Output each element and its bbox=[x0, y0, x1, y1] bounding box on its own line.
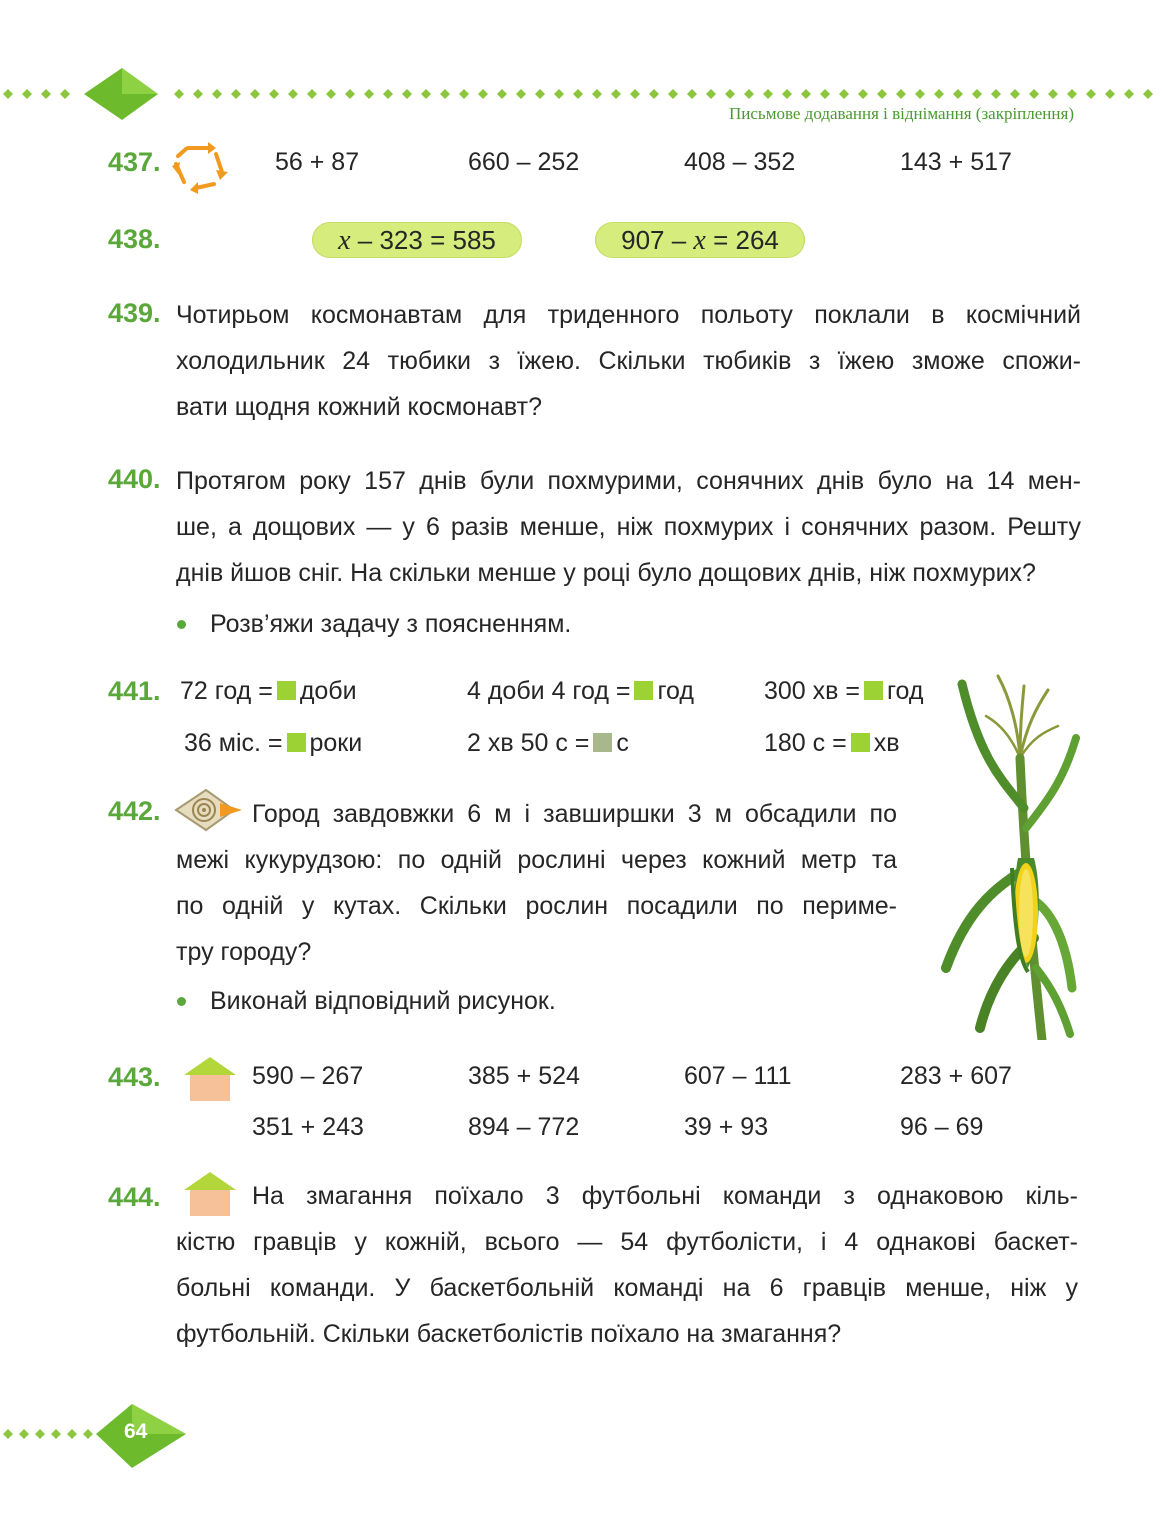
conversion-unit: доби bbox=[299, 677, 357, 705]
conversion-unit: хв bbox=[873, 729, 900, 757]
section-title: Письмове додавання і віднімання (закріплення) bbox=[729, 104, 1074, 123]
ornament-star bbox=[991, 89, 1001, 99]
variable: x bbox=[338, 225, 351, 256]
ornament-star bbox=[269, 89, 279, 99]
conversion-left: 72 год = bbox=[180, 677, 273, 705]
exercise-number-442: 442. bbox=[108, 796, 161, 826]
ornament-star bbox=[725, 89, 735, 99]
ornament-star bbox=[554, 89, 564, 99]
text-line: по одній у кутах. Скільки рослин посадили по периме- bbox=[176, 892, 897, 920]
conversion bbox=[180, 677, 357, 706]
ornament-star bbox=[497, 89, 507, 99]
expression: 660 – 252 bbox=[468, 148, 580, 176]
expression: 351 + 243 bbox=[252, 1113, 364, 1141]
ornament-star bbox=[649, 89, 659, 99]
conversion bbox=[467, 677, 694, 706]
exercise-number-437: 437. bbox=[108, 147, 161, 177]
expression: 283 + 607 bbox=[900, 1062, 1012, 1090]
conversion bbox=[467, 729, 629, 758]
ornament-star bbox=[858, 89, 868, 99]
text-line: межі кукурудзою: по одній рослині через кожний метр та bbox=[176, 846, 897, 874]
ornament-star bbox=[19, 1429, 29, 1439]
ornament-star bbox=[516, 89, 526, 99]
ornament-star bbox=[174, 89, 184, 99]
exercise-number-438: 438. bbox=[108, 224, 161, 254]
ornament-star bbox=[706, 89, 716, 99]
text-line: тру городу? bbox=[176, 938, 312, 966]
ornament-star bbox=[782, 89, 792, 99]
ornament-star bbox=[35, 1429, 45, 1439]
exercise-number-439: 439. bbox=[108, 298, 161, 328]
expression: 385 + 524 bbox=[468, 1062, 580, 1090]
text-line: Чотирьом космонавтам для триденного польоту поклали в космічний bbox=[176, 301, 1081, 329]
exercise-number-441: 441. bbox=[108, 676, 161, 706]
ornament-star bbox=[1143, 89, 1153, 99]
problem-text bbox=[176, 292, 1081, 430]
text-line: На змагання поїхало 3 футбольні команди з однаковою кіль- bbox=[252, 1182, 1078, 1210]
ornament-star bbox=[307, 89, 317, 99]
expression: 607 – 111 bbox=[684, 1062, 792, 1090]
ornament-star bbox=[687, 89, 697, 99]
text-line: футбольній. Скільки баскетболістів поїхало на змагання? bbox=[176, 1320, 842, 1348]
ornament-star bbox=[402, 89, 412, 99]
ornament-star bbox=[668, 89, 678, 99]
answer-box bbox=[864, 681, 883, 700]
ornament-star bbox=[573, 89, 583, 99]
bullet-dot bbox=[177, 620, 186, 629]
cycle-arrows-icon bbox=[170, 140, 230, 194]
text-line: холодильник 24 тюбики з їжею. Скільки тюбиків з їжею зможе спожи- bbox=[176, 347, 1081, 375]
ornament-star bbox=[22, 89, 32, 99]
ornament-star bbox=[231, 89, 241, 99]
expression: 590 – 267 bbox=[252, 1062, 364, 1090]
corn-plant-illustration bbox=[940, 668, 1080, 1040]
ornament-star bbox=[383, 89, 393, 99]
ornament-star bbox=[896, 89, 906, 99]
ornament-star bbox=[67, 1429, 77, 1439]
answer-box bbox=[277, 681, 296, 700]
ornament-star bbox=[1067, 89, 1077, 99]
expression: 894 – 772 bbox=[468, 1113, 580, 1141]
footer-ornament bbox=[0, 1398, 200, 1478]
ornament-star bbox=[915, 89, 925, 99]
expression: 56 + 87 bbox=[275, 148, 360, 176]
ornament-star bbox=[1105, 89, 1115, 99]
ornament-star bbox=[440, 89, 450, 99]
ornament-star bbox=[421, 89, 431, 99]
ornament-star bbox=[630, 89, 640, 99]
text-line: Протягом року 157 днів були похмурими, сонячних днів було на 14 мен- bbox=[176, 467, 1081, 495]
conversion bbox=[764, 729, 899, 758]
ornament-star bbox=[744, 89, 754, 99]
ornament-star bbox=[51, 1429, 61, 1439]
answer-box bbox=[634, 681, 653, 700]
text-line: днів йшов сніг. На скільки менше у році було дощових днів, ніж похмурих? bbox=[176, 559, 1036, 587]
ornament-star bbox=[592, 89, 602, 99]
ornament-star bbox=[1124, 89, 1134, 99]
house-icon bbox=[180, 1053, 240, 1103]
exercise-number-444: 444. bbox=[108, 1182, 161, 1212]
expression: 96 – 69 bbox=[900, 1113, 984, 1141]
ornament-star bbox=[1086, 89, 1096, 99]
ornament-star bbox=[345, 89, 355, 99]
conversion-unit: год bbox=[886, 677, 924, 705]
text-line: больні команди. У баскетбольній команді на 6 гравців менше, ніж у bbox=[176, 1274, 1078, 1302]
ornament-star bbox=[364, 89, 374, 99]
conversion-left: 36 міс. = bbox=[184, 729, 283, 757]
ornament-star bbox=[83, 1429, 93, 1439]
equation-box bbox=[595, 222, 805, 258]
conversion-left: 300 хв = bbox=[764, 677, 860, 705]
conversion-unit: год bbox=[657, 677, 694, 705]
expression: 143 + 517 bbox=[900, 148, 1012, 176]
text-line: ше, а дощових — у 6 разів менше, ніж похмурих і сонячних разом. Решту bbox=[176, 513, 1081, 541]
page-number: 64 bbox=[124, 1420, 148, 1443]
bullet-dot bbox=[177, 997, 186, 1006]
ornament-star bbox=[820, 89, 830, 99]
ornament-star bbox=[934, 89, 944, 99]
variable: x bbox=[693, 225, 706, 256]
ornament-star bbox=[839, 89, 849, 99]
ornament-star bbox=[877, 89, 887, 99]
ornament-star bbox=[535, 89, 545, 99]
ornament-star bbox=[288, 89, 298, 99]
expression: 39 + 93 bbox=[684, 1113, 769, 1141]
answer-box bbox=[593, 733, 612, 752]
ornament-star bbox=[953, 89, 963, 99]
equation-text: 907 – bbox=[621, 225, 694, 255]
ornament-star bbox=[1010, 89, 1020, 99]
conversion-left: 2 хв 50 с = bbox=[467, 729, 590, 757]
ornament-star bbox=[193, 89, 203, 99]
conversion bbox=[184, 729, 362, 758]
ornament-star bbox=[3, 89, 13, 99]
ornament-star bbox=[478, 89, 488, 99]
conversion-left: 4 доби 4 год = bbox=[467, 677, 631, 705]
conversion-unit: роки bbox=[309, 729, 363, 757]
equation-text: = 264 bbox=[705, 225, 779, 255]
house-icon bbox=[180, 1168, 240, 1218]
ornament-star bbox=[611, 89, 621, 99]
problem-text bbox=[176, 458, 1081, 596]
task-instruction: Розв’яжи задачу з поясненням. bbox=[210, 610, 572, 638]
ornament-star bbox=[3, 1429, 13, 1439]
ornament-star bbox=[459, 89, 469, 99]
ornament-star bbox=[763, 89, 773, 99]
ornament-star bbox=[972, 89, 982, 99]
exercise-number-443: 443. bbox=[108, 1062, 161, 1092]
ornament-star bbox=[41, 89, 51, 99]
equation-box bbox=[312, 222, 522, 258]
text-line: вати щодня кожний космонавт? bbox=[176, 393, 542, 421]
answer-box bbox=[851, 733, 870, 752]
conversion bbox=[764, 677, 924, 706]
equation-text: – 323 = 585 bbox=[350, 225, 496, 255]
text-line: кістю гравців у кожній, всього — 54 футболісти, і 4 однакові баскет- bbox=[176, 1228, 1078, 1256]
ornament-star bbox=[60, 89, 70, 99]
conversion-left: 180 с = bbox=[764, 729, 847, 757]
exercise-number-440: 440. bbox=[108, 464, 161, 494]
ornament-star bbox=[1029, 89, 1039, 99]
ornament-star bbox=[250, 89, 260, 99]
text-line: Город завдовжки 6 м і завширшки 3 м обсадили по bbox=[252, 800, 897, 828]
ornament-star bbox=[212, 89, 222, 99]
target-icon bbox=[172, 788, 244, 832]
expression: 408 – 352 bbox=[684, 148, 796, 176]
ornament-star bbox=[801, 89, 811, 99]
task-instruction: Виконай відповідний рисунок. bbox=[210, 987, 556, 1015]
conversion-unit: с bbox=[616, 729, 629, 757]
ornament-star bbox=[326, 89, 336, 99]
ornament-star bbox=[1048, 89, 1058, 99]
answer-box bbox=[287, 733, 306, 752]
